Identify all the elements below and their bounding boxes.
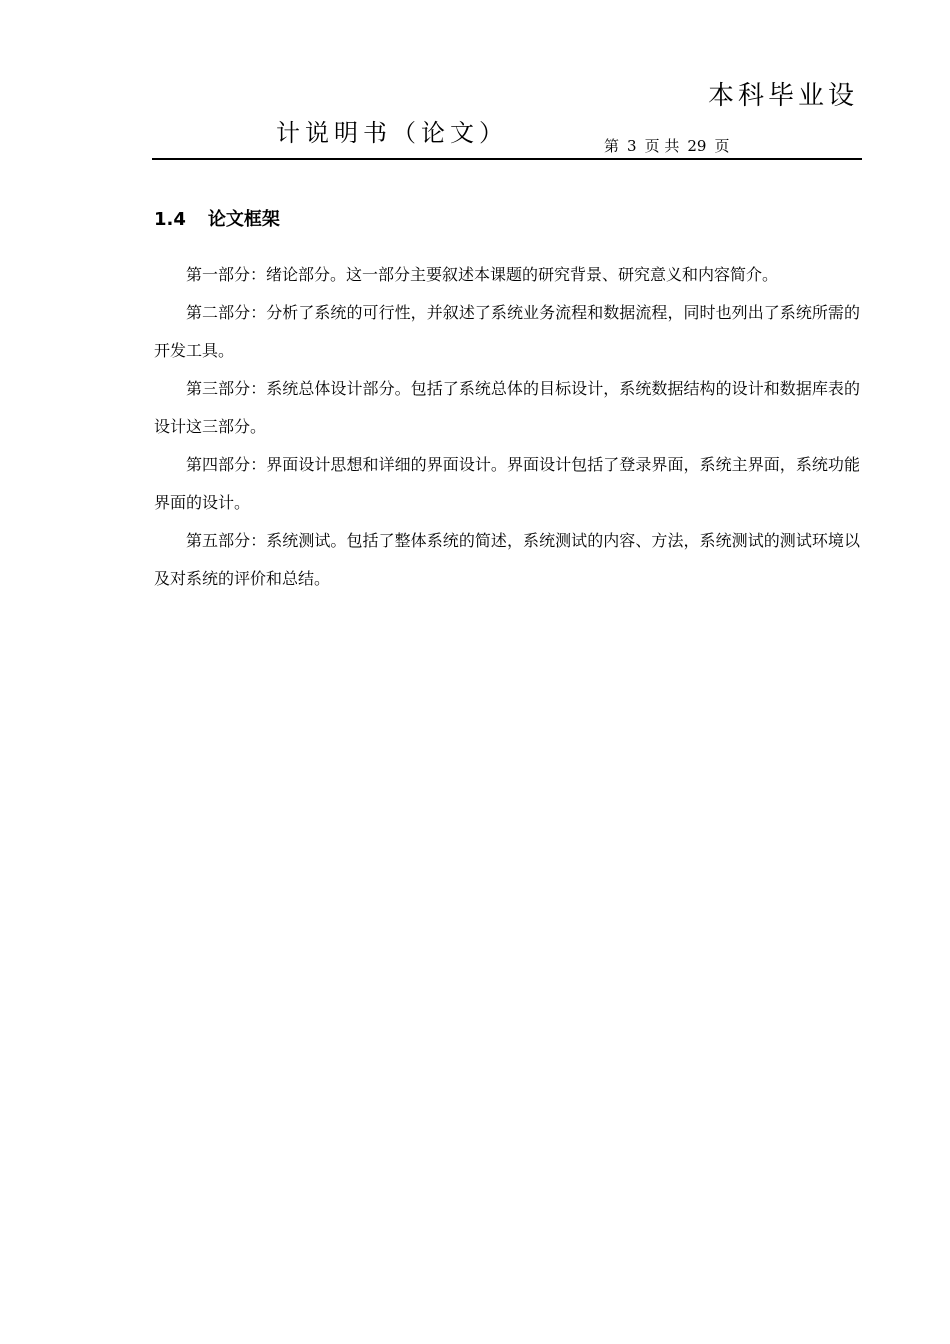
page-number-current: 3 xyxy=(627,137,637,155)
header-title-line2: 计说明书（论文） xyxy=(276,119,508,147)
header-rule xyxy=(152,158,862,160)
paragraph-part-2: 第二部分：分析了系统的可行性，并叙述了系统业务流程和数据流程，同时也列出了系统所需的开发工具。 xyxy=(154,303,860,360)
paragraph-part-3: 第三部分：系统总体设计部分。包括了系统总体的目标设计，系统数据结构的设计和数据库表的设计这三部分。 xyxy=(154,379,860,436)
page-number-middle: 页 共 xyxy=(644,137,680,155)
paragraph-part-1: 第一部分：绪论部分。这一部分主要叙述本课题的研究背景、研究意义和内容简介。 xyxy=(186,265,779,284)
document-body xyxy=(154,206,860,598)
header-title-line1: 本科毕业设 xyxy=(707,81,858,111)
paragraph-part-4: 第四部分：界面设计思想和详细的界面设计。界面设计包括了登录界面，系统主界面，系统功能界面的设计。 xyxy=(154,455,860,512)
page-number-total: 29 xyxy=(687,137,707,155)
paragraph-part-5: 第五部分：系统测试。包括了整体系统的简述，系统测试的内容、方法，系统测试的测试环境以及对系统的评价和总结。 xyxy=(154,531,860,588)
page-number xyxy=(604,136,737,156)
page-number-prefix: 第 xyxy=(604,137,620,155)
section-title: 论文框架 xyxy=(207,209,280,230)
section-number: 1.4 xyxy=(154,209,186,230)
page-number-suffix: 页 xyxy=(714,137,730,155)
section-heading xyxy=(154,206,860,234)
page-header xyxy=(152,70,862,160)
